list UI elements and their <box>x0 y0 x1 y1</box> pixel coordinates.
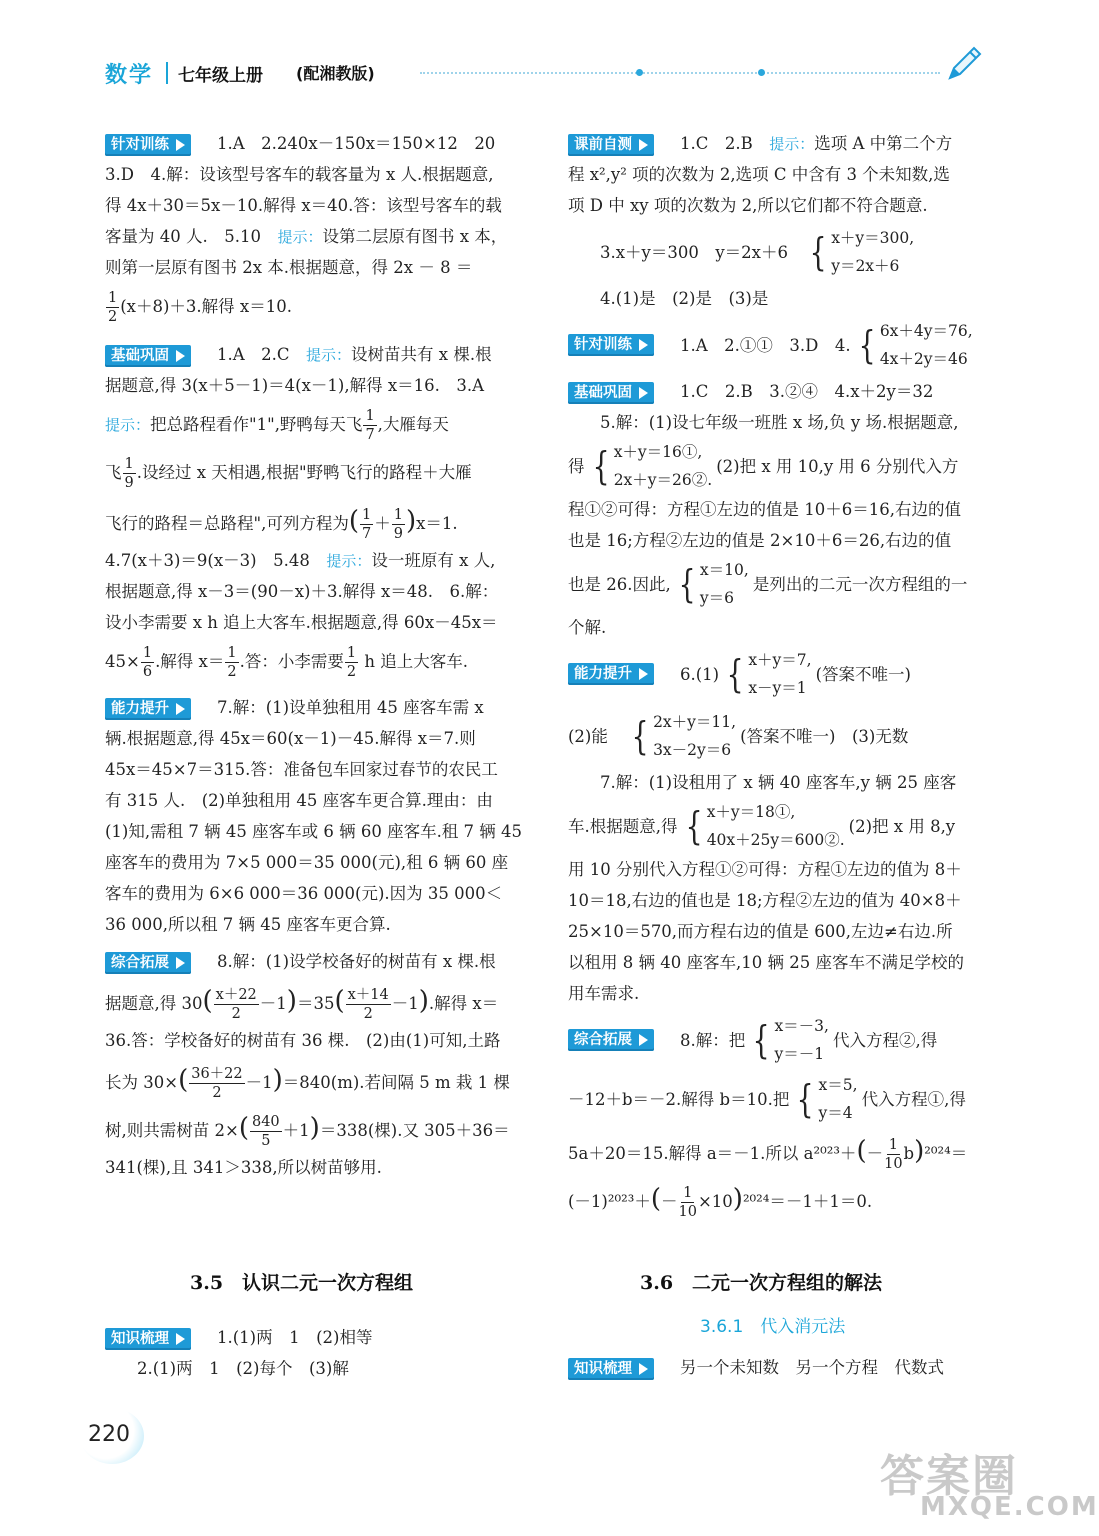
section-tag: 针对训练 <box>105 134 191 156</box>
answer-line: 提示：把总路程看作"1",野鸭每天飞 $\frac{1}{7}$ ,大雁每天 <box>105 407 449 443</box>
hint-label: 提示： <box>769 135 815 153</box>
section-tag: 综合拓展 <box>105 952 191 974</box>
answer-line: 10＝18,右边的值也是 18;方程②左边的值为 40×8＋ <box>568 891 962 910</box>
equation-system: { x＝5, y＝4 <box>796 1076 858 1122</box>
answer-line: 程①②可得：方程①左边的值是 10＋6＝16,右边的值 <box>568 500 961 519</box>
answer-line: 知识梳理 另一个未知数 另一个方程 代数式 <box>568 1352 944 1383</box>
fraction: $\frac{1}{2}$ <box>346 644 357 680</box>
answer-line: 基础巩固 1.C 2.B 3.②④ 4.x＋2y＝32 <box>568 376 988 407</box>
pen-icon <box>944 44 984 84</box>
equation-system: { 2x＋y＝11, 3x－2y＝6 <box>631 713 737 759</box>
watermark: 答案圈 MXQE.COM <box>880 1451 1099 1522</box>
answer-line: 飞 $\frac{1}{9}$ .设经过 x 天相遇,根据"野鸭飞行的路程＋大雁 <box>105 455 472 491</box>
answer-line: 25×10＝570,而方程右边的值是 600,左边≠右边.所 <box>568 922 953 941</box>
equation-system: { x＋y＝7, x－y＝1 <box>726 651 812 697</box>
fraction: $\frac{840}{5}$ <box>251 1113 280 1149</box>
answer-line: 综合拓展 8.解：把 { x＝－3, y＝－1 代入方程②,得 <box>568 1009 988 1071</box>
fraction: $\frac{1}{2}$ <box>227 644 237 680</box>
answer-line: 4.(1)是 (2)是 (3)是 <box>600 289 769 308</box>
answer-line: (1)知,需租 7 辆 45 座客车或 6 辆 60 座客车.租 7 辆 45 <box>105 822 523 841</box>
answer-line: 也是 26.因此, { x＝10, y＝6 是列出的二元一次方程组的一 <box>568 556 988 612</box>
answer-line: 45× $\frac{1}{6}$ .解得 x＝ $\frac{1}{2}$ .答：小李需要 $\frac{1}{2}$ h 追上大客车. <box>105 644 468 680</box>
answer-line: 则第一层原有图书 2x 本.根据题意，得 2x － 8 ＝ <box>105 258 473 277</box>
answer-line: 据题意,得 3(x＋5－1)＝4(x－1),解得 x＝16. 3.A <box>105 376 485 395</box>
answer-line: 3.D 4.解：设该型号客车的载客量为 x 人.根据题意, <box>105 165 494 184</box>
answer-line: 也是 16;方程②左边的值是 2×10＋6＝26,右边的值 <box>568 531 952 550</box>
fraction: $\frac{1}{7}$ <box>365 407 375 443</box>
answer-line: 综合拓展 8.解：(1)设学校备好的树苗有 x 棵.根 <box>105 946 525 977</box>
answer-line: 项 D 中 xy 项的次数为 2,所以它们都不符合题意. <box>568 196 928 215</box>
answer-line: 7.解：(1)设租用了 x 辆 40 座客车,y 辆 25 座客 <box>600 773 957 792</box>
answer-line: (－1)²⁰²³＋(－ $\frac{1}{10}$ ×10)²⁰²⁴＝－1＋1＝0. <box>568 1184 873 1220</box>
hint-label: 提示： <box>277 228 323 246</box>
answer-line <box>105 128 525 159</box>
answer-line: 2.(1)两 1 (2)每个 (3)解 <box>137 1359 349 1378</box>
section-tag: 基础巩固 <box>105 345 191 367</box>
fraction: $\frac{1}{2}$ <box>108 289 118 325</box>
left-column <box>105 128 525 1183</box>
answer-line: 45x＝45×7＝315.答：准备包车回家过春节的农民工 <box>105 760 498 779</box>
answer-line: 设小李需要 x h 追上大客车.根据题意,得 60x－45x＝ <box>105 613 498 632</box>
answer-line: 36 000,所以租 7 辆 45 座客车更合算. <box>105 915 391 934</box>
answer-line: 有 315 人. (2)单独租用 45 座客车更合算.理由：由 <box>105 791 493 810</box>
section-title: 3.5 认识二元一次方程组 <box>190 1272 414 1294</box>
equation-system: { x＋y＝18①, 40x＋25y＝600②. <box>685 803 845 849</box>
subject-title: 数学 <box>105 63 154 88</box>
fraction: $\frac{36+22}{2}$ <box>191 1065 243 1101</box>
answer-line: 个解. <box>568 618 607 637</box>
answer-line: 程 x²,y² 项的次数为 2,选项 C 中含有 3 个未知数,选 <box>568 165 950 184</box>
hint-label: 提示： <box>105 416 151 434</box>
answer-line: 5.解：(1)设七年级一班胜 x 场,负 y 场.根据题意, <box>600 413 959 432</box>
answer-line: －12＋b＝－2.解得 b＝10.把 { x＝5, y＝4 代入方程①,得 <box>568 1071 988 1127</box>
header-dot <box>636 69 643 76</box>
section-tag: 知识梳理 <box>105 1328 191 1350</box>
answer-line: 课前自测 1.C 2.B 提示：选项 A 中第二个方 <box>568 128 988 159</box>
answer-line: 据题意,得 30( $\frac{x+22}{2}$ －1)＝35( $\frac{x+14}{2}$ －1).解得 x＝ <box>105 986 499 1022</box>
answer-line: 36.答：学校备好的树苗有 36 棵. (2)由(1)可知,土路 <box>105 1031 501 1050</box>
answer-line: 用 10 分别代入方程①②可得：方程①左边的值为 8＋ <box>568 860 962 879</box>
answer-line: 树,则共需树苗 2×( $\frac{840}{5}$ ＋1)＝338(棵).又 305＋36＝ <box>105 1113 510 1149</box>
answer-line: 得 { x＋y＝16①, 2x＋y＝26②. (2)把 x 用 10,y 用 6 分别代入方 <box>568 438 988 494</box>
section-tag: 基础巩固 <box>568 382 654 404</box>
answer-line: 能力提升 7.解：(1)设单独租用 45 座客车需 x <box>105 692 525 723</box>
hint-label: 提示： <box>306 346 352 364</box>
fraction: $\frac{1}{10}$ <box>884 1136 903 1172</box>
answer-line: 用车需求. <box>568 984 640 1003</box>
section-tag: 课前自测 <box>568 134 654 156</box>
answer-line: $\frac{1}{2}$ (x＋8)＋3.解得 x＝10. <box>108 289 292 325</box>
answer-line: 客量为 40 人. 5.10 提示：设第二层原有图书 x 本， <box>105 227 508 246</box>
answer-line: 客车的费用为 6×6 000＝36 000(元).因为 35 000＜ <box>105 884 503 903</box>
fraction: $\frac{1}{10}$ <box>678 1184 697 1220</box>
equation-system: { x＋y＝300, y＝2x＋6 <box>809 229 915 275</box>
fraction: $\frac{x+14}{2}$ <box>347 986 389 1022</box>
answer-line: 车.根据题意,得 { x＋y＝18①, 40x＋25y＝600②. (2)把 x 用 8,y <box>568 798 988 854</box>
equation-system: { x＝－3, y＝－1 <box>752 1017 829 1063</box>
equation-system: { 6x＋4y＝76, 4x＋2y＝46 <box>858 322 973 368</box>
section-title: 3.6 二元一次方程组的解法 <box>640 1272 883 1294</box>
answer-line: 能力提升 6.(1) { x＋y＝7, x－y＝1 (答案不唯一) <box>568 643 988 705</box>
answer-line: 以租用 8 辆 40 座客车,10 辆 25 座客车不满足学校的 <box>568 953 964 972</box>
answer-line: 长为 30×( $\frac{36+22}{2}$ －1)＝840(m).若间隔 5 m 栽 1 棵 <box>105 1065 510 1101</box>
answer-line: 341(棵),且 341＞338,所以树苗够用. <box>105 1158 382 1177</box>
knowledge-block <box>105 1322 373 1384</box>
fraction: $\frac{x+22}{2}$ <box>215 986 257 1022</box>
knowledge-block <box>568 1352 944 1383</box>
section-tag: 能力提升 <box>568 663 654 685</box>
page-number: 220 <box>88 1422 130 1447</box>
answer-line: 4.7(x＋3)＝9(x－3) 5.48 提示：设一班原有 x 人, <box>105 551 496 570</box>
answer-line: 飞行的路程＝总路程",可列方程为( $\frac{1}{7}$ ＋ $\frac{1}{9}$ )x＝1. <box>105 506 458 542</box>
edition-label: (配湘教版) <box>296 64 375 83</box>
answer-line: 针对训练 1.A 2.①① 3.D 4. { 6x＋4y＝76, 4x＋2y＝46 <box>568 314 988 376</box>
hint-label: 提示： <box>326 552 372 570</box>
equation-system: { x＋y＝16①, 2x＋y＝26②. <box>592 443 713 489</box>
answer-line: 辆.根据题意,得 45x＝60(x－1)－45.解得 x＝7.则 <box>105 729 476 748</box>
section-tag: 能力提升 <box>105 698 191 720</box>
fraction: $\frac{1}{6}$ <box>142 644 153 680</box>
answer-line: 知识梳理 1.(1)两 1 (2)相等 <box>105 1322 373 1353</box>
answer-line: (2)能 { 2x＋y＝11, 3x－2y＝6 (答案不唯一) (3)无数 <box>568 705 988 767</box>
answer-line: 5a＋20＝15.解得 a＝－1.所以 a²⁰²³＋(－ $\frac{1}{10}$ b)²⁰²⁴＝ <box>568 1136 968 1172</box>
answer-line: 基础巩固 1.A 2.C 提示：设树苗共有 x 棵.根 <box>105 339 525 370</box>
header-divider <box>166 62 168 84</box>
equation-system: { x＝10, y＝6 <box>678 561 749 607</box>
fraction: $\frac{1}{9}$ <box>124 455 134 491</box>
subsection-title: 3.6.1 代入消元法 <box>700 1317 846 1337</box>
section-tag: 针对训练 <box>568 334 654 356</box>
section-tag: 综合拓展 <box>568 1029 654 1051</box>
header-dotted-rule <box>420 72 940 74</box>
answer-text: 1.A 2.240x－150x＝150×12 20 <box>217 134 496 153</box>
answer-line: 得 4x＋30＝5x－10.解得 x＝40.答：该型号客车的载 <box>105 196 502 215</box>
grade-label: 七年级上册 <box>178 66 263 86</box>
header-dot <box>758 69 765 76</box>
fraction: $\frac{1}{7}$ <box>362 506 372 542</box>
right-column <box>568 128 988 1223</box>
section-tag: 知识梳理 <box>568 1358 654 1380</box>
answer-line: 3.x＋y＝300 y＝2x＋6 { x＋y＝300, y＝2x＋6 <box>568 221 988 283</box>
answer-line: 根据题意,得 x－3＝(90－x)＋3.解得 x＝48. 6.解： <box>105 582 499 601</box>
answer-line: 座客车的费用为 7×5 000＝35 000(元),租 6 辆 60 座 <box>105 853 509 872</box>
fraction: $\frac{1}{9}$ <box>393 506 403 542</box>
